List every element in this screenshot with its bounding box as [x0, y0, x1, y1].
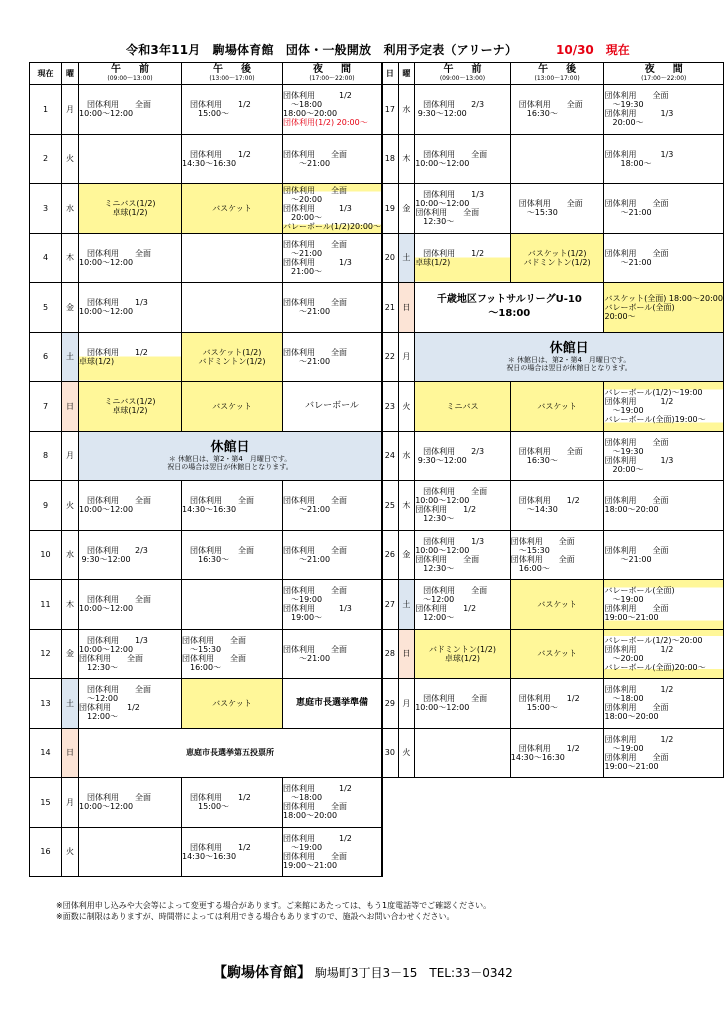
- table-row: [30, 431, 383, 481]
- day-number: 7: [30, 382, 62, 432]
- closed-day-cell: [79, 431, 383, 481]
- day-number: 30: [382, 728, 399, 778]
- right-cell-night: バレーボール(全面) ～19:00 団体利用 全面 19:00～21:00: [604, 580, 724, 630]
- col-night-right: 夜間 (17:00～22:00): [604, 63, 724, 85]
- right-cell-night: 団体利用 全面 ～21:00: [604, 530, 724, 580]
- weekday: 金: [62, 283, 79, 333]
- left-cell-pm: 団体利用 1/2 15:00～: [182, 778, 283, 828]
- day-number: 11: [30, 580, 62, 630]
- schedule-table-right: [381, 62, 724, 778]
- col-am-right: 午前 (09:00～13:00): [415, 63, 511, 85]
- weekday: 土: [398, 233, 415, 283]
- left-cell-pm: 団体利用 1/2 15:00～: [182, 85, 283, 135]
- weekday: 月: [62, 85, 79, 135]
- col-night: 夜間 (17:00～22:00): [283, 63, 383, 85]
- day-number: 8: [30, 431, 62, 481]
- table-row: [382, 530, 724, 580]
- col-dow: 曜: [62, 63, 79, 85]
- weekday: 月: [398, 679, 415, 729]
- col-day-right: 日: [382, 63, 399, 85]
- event-cell: 千歳地区フットサルリーグU-10 ～18:00: [415, 283, 604, 333]
- weekday: 火: [398, 728, 415, 778]
- left-cell-am: 団体利用 全面 ～12:00 団体利用 1/2 12:00～: [79, 679, 182, 729]
- table-row: [30, 827, 383, 877]
- facility-name: 【駒場体育館】: [213, 965, 311, 981]
- left-cell-night: 団体利用 全面 ～21:00: [283, 134, 383, 184]
- weekday: 日: [398, 283, 415, 333]
- right-cell-night: 団体利用 全面 ～19:30 団体利用 1/3 20:00～: [604, 431, 724, 481]
- closed-note: ＊ 休館日は、第2・第4 月曜日です。 祝日の場合は翌日が休館日となります。: [167, 455, 293, 472]
- as-of-date: 10/30 現在: [556, 43, 630, 57]
- left-cell-night: 団体利用 全面 ～19:00 団体利用 1/3 19:00～: [283, 580, 383, 630]
- page-title: 令和3年11月 駒場体育館 団体・一般開放 利用予定表（アリーナ）: [126, 43, 518, 57]
- note-2: ※面数に制限はありますが、時間帯によっては利用できる場合もありますので、施設へお問い合わせください。: [56, 912, 455, 921]
- table-row: [30, 778, 383, 828]
- right-cell-am: 団体利用 全面 ～12:00 団体利用 1/2 12:00～: [415, 580, 511, 630]
- day-number: 24: [382, 431, 399, 481]
- left-cell-pm: バスケット(1/2) バドミントン(1/2): [182, 332, 283, 382]
- left-cell-am: 団体利用 全面 10:00～12:00: [79, 481, 182, 531]
- left-cell-pm: バスケット: [182, 382, 283, 432]
- day-number: 15: [30, 778, 62, 828]
- col-day: 現在: [30, 63, 62, 85]
- col-pm-right: 午後 (13:00～17:00): [510, 63, 604, 85]
- left-cell-am: [79, 134, 182, 184]
- left-cell-am: ミニバス(1/2) 卓球(1/2): [79, 184, 182, 234]
- day-number: 21: [382, 283, 399, 333]
- right-cell-pm: 団体利用 1/2 15:00～: [510, 679, 604, 729]
- table-row: [30, 679, 383, 729]
- table-row: [30, 184, 383, 234]
- day-number: 5: [30, 283, 62, 333]
- day-number: 14: [30, 728, 62, 778]
- right-cell-am: 団体利用 全面 10:00～12:00: [415, 679, 511, 729]
- day-number: 10: [30, 530, 62, 580]
- notes: [56, 900, 491, 922]
- weekday: 月: [398, 332, 415, 382]
- right-cell-pm: 団体利用 1/2 ～14:30: [510, 481, 604, 531]
- weekday: 日: [62, 382, 79, 432]
- left-cell-am: 団体利用 全面 10:00～12:00: [79, 233, 182, 283]
- col-pm: 午後 (13:00～17:00): [182, 63, 283, 85]
- day-number: 18: [382, 134, 399, 184]
- weekday: 水: [62, 184, 79, 234]
- left-cell-am: [79, 827, 182, 877]
- table-row: [382, 233, 724, 283]
- weekday: 木: [398, 481, 415, 531]
- table-row: [382, 679, 724, 729]
- day-number: 12: [30, 629, 62, 679]
- day-number: 19: [382, 184, 399, 234]
- table-row: [382, 85, 724, 135]
- table-row: [382, 283, 724, 333]
- table-row: [382, 332, 724, 382]
- right-cell-pm: [510, 134, 604, 184]
- weekday: 日: [398, 629, 415, 679]
- right-cell-am: 団体利用 全面 10:00～12:00 団体利用 1/2 12:30～: [415, 481, 511, 531]
- weekday: 火: [62, 134, 79, 184]
- event-cell: 恵庭市長選挙第五投票所: [79, 728, 383, 778]
- weekday: 金: [62, 629, 79, 679]
- left-cell-am: 団体利用 1/3 10:00～12:00: [79, 283, 182, 333]
- right-cell-pm: 団体利用 全面 16:30～: [510, 431, 604, 481]
- right-cell-night: 団体利用 全面 ～21:00: [604, 233, 724, 283]
- table-row: [382, 134, 724, 184]
- right-cell-am: 団体利用 2/3 9:30～12:00: [415, 431, 511, 481]
- weekday: 水: [62, 530, 79, 580]
- left-cell-night: バレーボール: [283, 382, 383, 432]
- left-cell-am: 団体利用 1/3 10:00～12:00 団体利用 全面 12:30～: [79, 629, 182, 679]
- right-cell-pm: 団体利用 全面 ～15:30 団体利用 全面 16:00～: [510, 530, 604, 580]
- day-number: 17: [382, 85, 399, 135]
- right-cell-am: バドミントン(1/2) 卓球(1/2): [415, 629, 511, 679]
- right-cell-am: 団体利用 1/2 卓球(1/2): [415, 233, 511, 283]
- left-cell-night: 団体利用 全面 ～21:00: [283, 530, 383, 580]
- day-number: 26: [382, 530, 399, 580]
- closed-title: 休館日: [210, 440, 250, 456]
- schedule-table-left: [29, 62, 383, 877]
- right-cell-am: ミニバス: [415, 382, 511, 432]
- left-cell-night: 団体利用 全面 ～21:00: [283, 332, 383, 382]
- day-number: 1: [30, 85, 62, 135]
- day-number: 28: [382, 629, 399, 679]
- right-cell-night: バレーボール(1/2)～20:00 団体利用 1/2 ～20:00 バレーボール(全面)20:00～: [604, 629, 724, 679]
- day-number: 27: [382, 580, 399, 630]
- day-number: 16: [30, 827, 62, 877]
- table-row: [382, 728, 724, 778]
- closed-day-cell: [415, 332, 724, 382]
- day-number: 4: [30, 233, 62, 283]
- day-number: 2: [30, 134, 62, 184]
- weekday: 土: [62, 679, 79, 729]
- table-row: [30, 728, 383, 778]
- table-row: [30, 382, 383, 432]
- table-row: [30, 530, 383, 580]
- weekday: 金: [398, 184, 415, 234]
- left-cell-pm: [182, 233, 283, 283]
- right-cell-am: 団体利用 1/3 10:00～12:00 団体利用 全面 12:30～: [415, 530, 511, 580]
- right-cell-night: バスケット(全面) 18:00～20:00 バレーボール(全面) 20:00～: [604, 283, 724, 333]
- left-cell-night: 団体利用 全面 ～21:00: [283, 481, 383, 531]
- table-row: [30, 332, 383, 382]
- right-cell-night: バレーボール(1/2)～19:00 団体利用 1/2 ～19:00 バレーボール(全面)19:00～: [604, 382, 724, 432]
- table-row: [382, 629, 724, 679]
- left-cell-night: 恵庭市長選挙準備: [283, 679, 383, 729]
- left-cell-pm: 団体利用 全面 14:30～16:30: [182, 481, 283, 531]
- facility-address: 駒場町3丁目3－15 TEL:33－0342: [314, 966, 513, 980]
- weekday: 月: [62, 778, 79, 828]
- right-cell-night: 団体利用 1/2 ～19:00 団体利用 全面 19:00～21:00: [604, 728, 724, 778]
- footer: [213, 962, 513, 982]
- table-row: [382, 580, 724, 630]
- col-am: 午前 (09:00～13:00): [79, 63, 182, 85]
- left-cell-am: 団体利用 2/3 9:30～12:00: [79, 530, 182, 580]
- table-row: [30, 629, 383, 679]
- day-number: 20: [382, 233, 399, 283]
- day-number: 25: [382, 481, 399, 531]
- weekday: 火: [398, 382, 415, 432]
- day-number: 13: [30, 679, 62, 729]
- left-cell-am: 団体利用 1/2 卓球(1/2): [79, 332, 182, 382]
- weekday: 火: [62, 827, 79, 877]
- closed-note: ＊ 休館日は、第2・第4 月曜日です。 祝日の場合は翌日が休館日となります。: [506, 356, 632, 373]
- left-cell-night: 団体利用 1/2 ～18:00 18:00～20:00 団体利用(1/2) 20:00～: [283, 85, 383, 135]
- table-row: [382, 184, 724, 234]
- right-cell-am: [415, 728, 511, 778]
- right-cell-am: 団体利用 1/3 10:00～12:00 団体利用 全面 12:30～: [415, 184, 511, 234]
- weekday: 水: [398, 431, 415, 481]
- left-cell-pm: バスケット: [182, 184, 283, 234]
- right-cell-night: 団体利用 1/3 18:00～: [604, 134, 724, 184]
- note-1: ※団体利用申し込みや大会等によって変更する場合があります。ご来館にあたっては、もう1度電話等でご確認ください。: [56, 901, 492, 910]
- weekday: 木: [62, 580, 79, 630]
- left-cell-night: 団体利用 全面 ～21:00 団体利用 1/3 21:00～: [283, 233, 383, 283]
- table-row: [382, 481, 724, 531]
- table-row: [382, 431, 724, 481]
- right-cell-night: 団体利用 全面 18:00～20:00: [604, 481, 724, 531]
- left-cell-pm: 団体利用 全面 16:30～: [182, 530, 283, 580]
- weekday: 日: [62, 728, 79, 778]
- left-cell-pm: [182, 283, 283, 333]
- left-cell-pm: 団体利用 全面 ～15:30 団体利用 全面 16:00～: [182, 629, 283, 679]
- weekday: 金: [398, 530, 415, 580]
- right-cell-pm: バスケット: [510, 580, 604, 630]
- right-cell-pm: 団体利用 全面 16:30～: [510, 85, 604, 135]
- weekday: 水: [398, 85, 415, 135]
- right-cell-pm: バスケット(1/2) バドミントン(1/2): [510, 233, 604, 283]
- left-cell-night: 団体利用 全面 ～21:00: [283, 629, 383, 679]
- weekday: 土: [398, 580, 415, 630]
- left-cell-am: 団体利用 全面 10:00～12:00: [79, 778, 182, 828]
- right-cell-am: 団体利用 全面 10:00～12:00: [415, 134, 511, 184]
- table-row: [30, 481, 383, 531]
- left-cell-night: 団体利用 全面 ～20:00 団体利用 1/3 20:00～ バレーボール(1/2)20:00～: [283, 184, 383, 234]
- right-cell-pm: バスケット: [510, 629, 604, 679]
- col-dow-right: 曜: [398, 63, 415, 85]
- left-cell-am: 団体利用 全面 10:00～12:00: [79, 85, 182, 135]
- right-cell-night: 団体利用 全面 ～19:30 団体利用 1/3 20:00～: [604, 85, 724, 135]
- highlight-text: 団体利用(1/2) 20:00～: [283, 118, 368, 128]
- day-number: 3: [30, 184, 62, 234]
- day-number: 9: [30, 481, 62, 531]
- day-number: 23: [382, 382, 399, 432]
- weekday: 木: [398, 134, 415, 184]
- weekday: 木: [62, 233, 79, 283]
- left-cell-am: 団体利用 全面 10:00～12:00: [79, 580, 182, 630]
- left-cell-night: 団体利用 全面 ～21:00: [283, 283, 383, 333]
- weekday: 火: [62, 481, 79, 531]
- left-cell-night: 団体利用 1/2 ～19:00 団体利用 全面 19:00～21:00: [283, 827, 383, 877]
- weekday: 土: [62, 332, 79, 382]
- left-cell-pm: 団体利用 1/2 14:30～16:30: [182, 134, 283, 184]
- left-cell-pm: [182, 580, 283, 630]
- day-number: 22: [382, 332, 399, 382]
- right-cell-night: 団体利用 1/2 ～18:00 団体利用 全面 18:00～20:00: [604, 679, 724, 729]
- right-cell-night: 団体利用 全面 ～21:00: [604, 184, 724, 234]
- weekday: 月: [62, 431, 79, 481]
- left-cell-pm: バスケット: [182, 679, 283, 729]
- table-row: [30, 233, 383, 283]
- right-cell-pm: バスケット: [510, 382, 604, 432]
- day-number: 29: [382, 679, 399, 729]
- table-row: [30, 580, 383, 630]
- left-cell-night: 団体利用 1/2 ～18:00 団体利用 全面 18:00～20:00: [283, 778, 383, 828]
- table-row: [30, 134, 383, 184]
- closed-title: 休館日: [549, 341, 589, 357]
- right-cell-pm: 団体利用 全面 ～15:30: [510, 184, 604, 234]
- left-cell-am: ミニバス(1/2) 卓球(1/2): [79, 382, 182, 432]
- table-row: [30, 85, 383, 135]
- left-cell-pm: 団体利用 1/2 14:30～16:30: [182, 827, 283, 877]
- table-row: [30, 283, 383, 333]
- day-number: 6: [30, 332, 62, 382]
- table-row: [382, 382, 724, 432]
- right-cell-pm: 団体利用 1/2 14:30～16:30: [510, 728, 604, 778]
- right-cell-am: 団体利用 2/3 9:30～12:00: [415, 85, 511, 135]
